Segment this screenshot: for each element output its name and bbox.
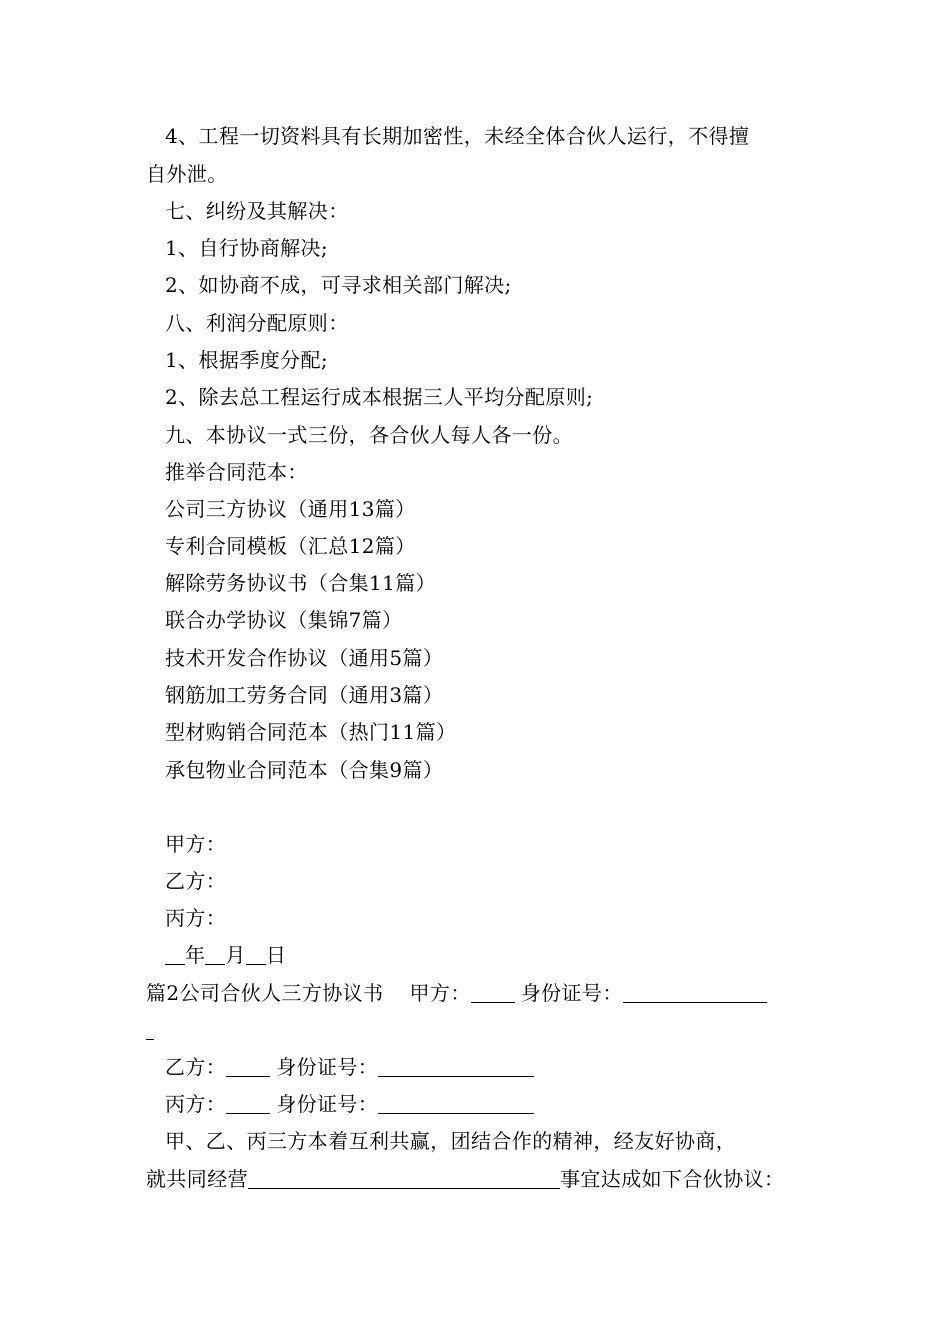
party-b-name-blank — [226, 1056, 270, 1077]
article-2-title: 篇2公司合伙人三方协议书 — [146, 981, 384, 1005]
clause-4-line1: 4、工程一切资料具有长期加密性，未经全体合伙人运行，不得擅 — [165, 124, 750, 148]
day-label: 日 — [265, 943, 287, 967]
party-b-id-label: 身份证号： — [276, 1055, 379, 1079]
party-c-name-blank — [226, 1093, 270, 1114]
party-b-label: 乙方： — [165, 1055, 227, 1079]
article-2-intro-line1: 甲、乙、丙三方本着互利共赢，团结合作的精神，经友好协商， — [165, 1129, 737, 1153]
year-blank — [165, 944, 185, 965]
party-c-id-label: 身份证号： — [276, 1092, 379, 1116]
article-2-heading-line — [146, 980, 811, 1006]
article-2-intro-line2 — [146, 1166, 811, 1192]
signature-party-b: 乙方： — [165, 869, 227, 893]
section-7-item-1: 1、自行协商解决; — [165, 236, 329, 260]
section-9: 九、本协议一式三份，各合伙人每人各一份。 — [165, 423, 573, 447]
day-blank — [246, 944, 266, 965]
recommend-item[interactable]: 专利合同模板（汇总12篇） — [165, 534, 416, 558]
business-scope-blank — [248, 1168, 560, 1189]
party-c-label: 丙方： — [165, 1092, 227, 1116]
recommend-item[interactable]: 型材购销合同范本（热门11篇） — [165, 720, 457, 744]
recommend-item[interactable]: 解除劳务协议书（合集11篇） — [165, 571, 437, 595]
party-a-id-blank — [623, 982, 767, 1003]
month-blank — [205, 944, 225, 965]
intro-suffix: 事宜达成如下合伙协议： — [560, 1167, 785, 1191]
party-b-id-blank — [378, 1056, 534, 1077]
party-a-id-blank-continued — [146, 1019, 154, 1040]
party-a-id-label: 身份证号： — [520, 981, 623, 1005]
article-2-heading-wrap — [146, 1017, 811, 1043]
month-label: 月 — [225, 943, 246, 967]
recommend-item[interactable]: 技术开发合作协议（通用5篇） — [165, 646, 444, 670]
party-a-name-blank — [471, 982, 515, 1003]
recommend-item[interactable]: 公司三方协议（通用13篇） — [165, 497, 416, 521]
section-8-item-1: 1、根据季度分配; — [165, 348, 329, 372]
section-8-item-2: 2、除去总工程运行成本根据三人平均分配原则; — [165, 385, 594, 409]
recommend-item[interactable]: 承包物业合同范本（合集9篇） — [165, 758, 444, 782]
year-label: 年 — [185, 943, 206, 967]
article-2-party-c — [165, 1091, 830, 1117]
clause-4-line2: 自外泄。 — [146, 162, 228, 186]
recommend-heading: 推举合同范本： — [165, 460, 308, 484]
article-2-party-b — [165, 1054, 830, 1080]
signature-date — [165, 942, 830, 968]
section-7-heading: 七、纠纷及其解决： — [165, 199, 349, 223]
section-8-heading: 八、利润分配原则： — [165, 311, 349, 335]
recommend-item[interactable]: 联合办学协议（集锦7篇） — [165, 608, 403, 632]
signature-party-a: 甲方： — [165, 832, 227, 856]
party-c-id-blank — [378, 1093, 534, 1114]
section-7-item-2: 2、如协商不成，可寻求相关部门解决; — [165, 273, 512, 297]
intro-prefix: 就共同经营 — [146, 1167, 248, 1191]
signature-party-c: 丙方： — [165, 906, 227, 930]
party-a-label: 甲方： — [409, 981, 471, 1005]
recommend-item[interactable]: 钢筋加工劳务合同（通用3篇） — [165, 683, 444, 707]
